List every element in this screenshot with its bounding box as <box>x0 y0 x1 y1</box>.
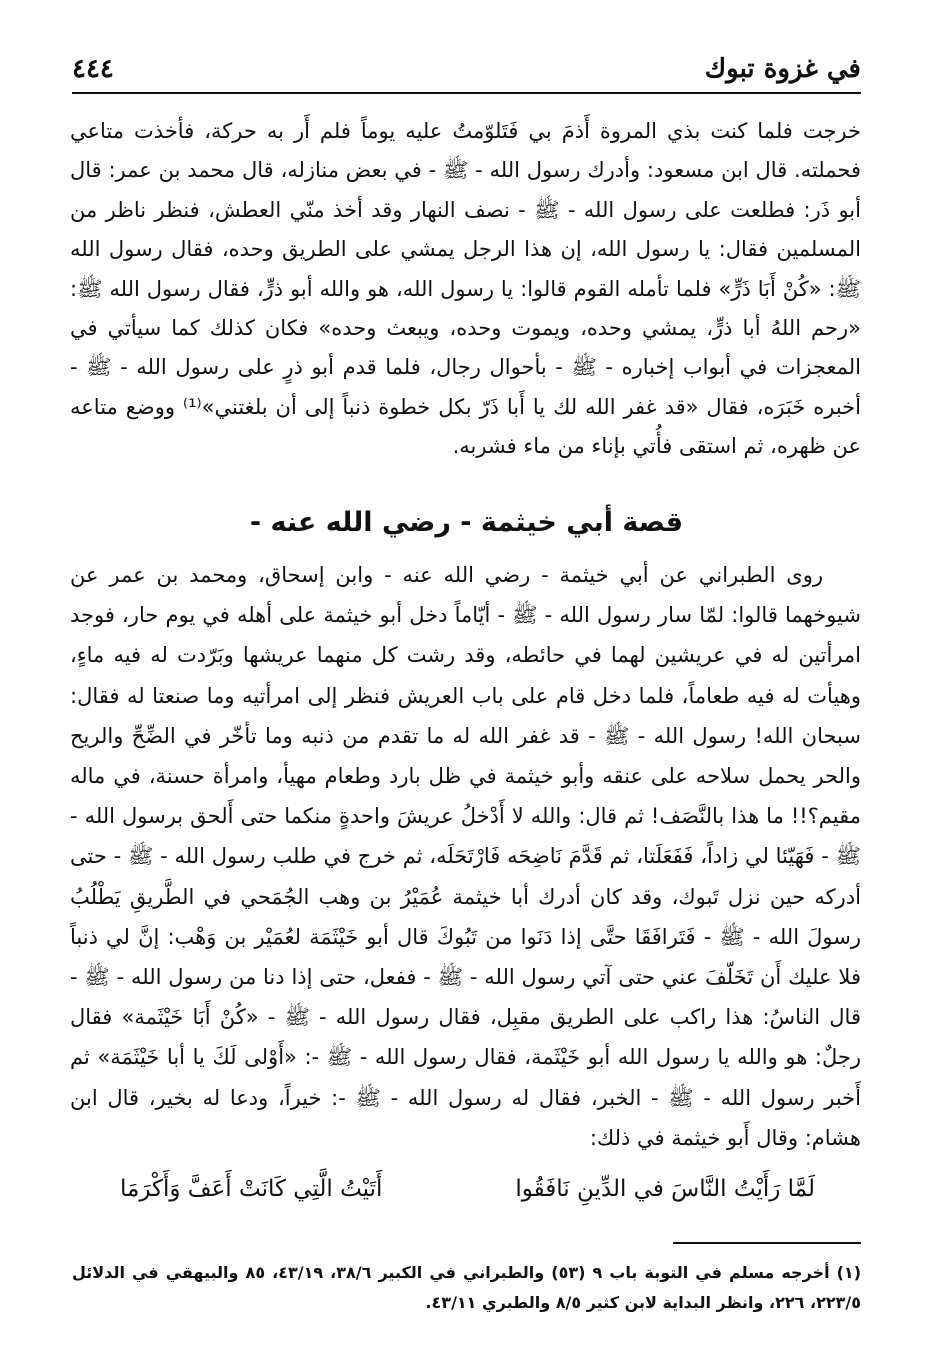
story-paragraph: روى الطبراني عن أبي خيثمة - رضي الله عنه - وابن إسحاق، ومحمد بن عمر عن شيوخهما قالوا: لمّا سار رسول الله - ﷺ - أيّاماً دخل أبو خيثمة على أهله في يوم حار، فوجد امرأتين له في عريشين لهما في حائطه، وقد رشت كل منهما عريشها وبَرّدت له فيه ماءٍ، وهيأت له فيه طعاماً، فلما دخل قام على باب العريش فنظر إلى امرأتيه وما صنعتا له فقال: سبحان الله! رسول الله - ﷺ - قد غفر الله له ما تقدم من ذنبه وما تأخّر في الضِّحِّ والريح والحر يحمل سلاحه على عنقه وأبو خيثمة في ظل بارد وطعام مهيأ، وامرأة حسنة، في ماله مقيم؟!! ما هذا بالنَّصَف! ثم قال: والله لا أَدْخلُ عريشَ واحدةٍ منكما حتى أَلحق برسول الله - ﷺ - فَهَيّئا لي زاداً، فَفَعَلَتا، ثم قَدَّمَ نَاضِحَه فَارْتَحَلَه، ثم خرج في طلب رسول الله - ﷺ - حتى أدركه حين نزل تَبوك، وقد كان أدرك أبا خيثمة عُمَيْرُ بن وهب الجُمَحي في الطَّريقِ يَطْلُبُ رسولَ الله - ﷺ - فَتَرافَقَا حتَّى إذا دَنَوا من تَبُوكَ قال أبو خَيْثَمَة لعُمَيْر بن وَهْب: إنَّ لي ذنباً فلا عليك أَن تَخَلّفَ عني حتى آتي رسول الله - ﷺ - ففعل، حتى إذا دنا من رسول الله - ﷺ - قال الناسُ: هذا راكب على الطريق مقبِل، فقال رسول الله - ﷺ - «كُنْ أَبَا خَيْثَمة» فقال رجلٌ: هو والله يا رسول الله أبو خَيْثَمة، فقال رسول الله - ﷺ -: «أَوْلى لَكَ يا أبا خَيْثَمَة» ثم أَخبر رسول الله - ﷺ - الخبر، فقال له رسول الله - ﷺ -: خيراً، ودعا له بخير، قال ابن هشام: وقال أَبو خيثمة في ذلك: <box>70 563 861 1150</box>
poem-verse <box>120 1170 815 1214</box>
page-number: ٤٤٤ <box>72 54 114 84</box>
page-header <box>72 48 861 94</box>
continuation-text <box>70 112 861 467</box>
section-heading: قصة أبي خيثمة - رضي الله عنه - <box>249 507 684 538</box>
footnote-divider <box>673 1242 861 1244</box>
continuation-paragraph: خرجت فلما كنت بذي المروة أَذمَ بي فَتَلوّمتُ عليه يوماً فلم أَر به حركة، فأخذت متاعي فحملته. قال ابن مسعود: وأدرك رسول الله - ﷺ - في بعض منازله، قال محمد بن عمر: قال أبو ذَر: فطلعت على رسول الله - ﷺ - نصف النهار وقد أخذ منّي العطش، فنظر ناظر من المسلمين فقال: يا رسول الله، إن هذا الرجل يمشي على الطريق وحده، فقال رسول الله ﷺ: «كُنْ أَبَا ذَرٍّ» فلما تأمله القوم قالوا: يا رسول الله، هو والله أبو ذرٍّ، فقال رسول الله ﷺ: «رحم اللهُ أبا ذرٍّ، يمشي وحده، ويموت وحده، ويبعث وحده» فكان كذلك كما سيأتي في المعجزات في أبواب إخباره - ﷺ - بأحوال رجال، فلما قدم أبو ذرٍ على رسول الله - ﷺ - أخبره خَبَرَه، فقال «قد غفر الله لك يا أَبا ذَرّ بكل خطوة ذنباً إلى أن بلغتني»⁽¹⁾ ووضع متاعه عن ظهره، ثم استقى فأُتي بإناء من ماء فشربه. <box>70 119 861 459</box>
story-text <box>70 555 861 1158</box>
poem-hemistich-second: أَتَيْتُ الَّتِي كَانَتْ أَعَفَّ وَأَكْرَمَا <box>120 1176 383 1202</box>
running-title: في غزوة تبوك <box>704 54 861 84</box>
poem-hemistich-first: لَمَّا رَأَيْتُ النَّاسَ في الدِّينِ نَافَقُوا <box>515 1176 815 1202</box>
footnote: (١) أخرجه مسلم في التوبة باب ٩ (٥٣) والطبراني في الكبير ٣٨/٦، ٤٣/١٩، ٨٥ والبيهقي في الدلائل ٢٢٣/٥، ٢٢٦، وانظر البداية لابن كثير ٨/٥ والطبري ٤٣/١١. <box>72 1263 861 1312</box>
